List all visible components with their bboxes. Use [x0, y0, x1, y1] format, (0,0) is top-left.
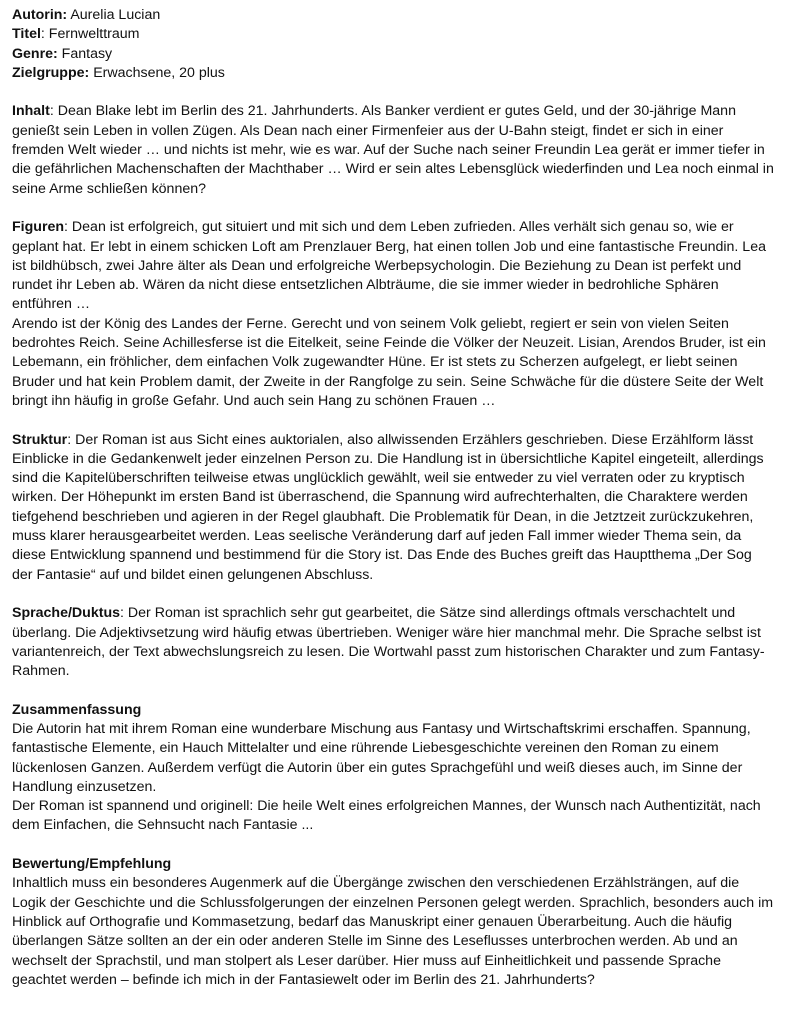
sprache-heading: Sprache/Duktus: [12, 605, 121, 622]
inhalt-paragraph: [12, 102, 776, 198]
sprache-paragraph: [12, 604, 776, 681]
meta-value: : Fernwelttraum: [40, 26, 140, 43]
meta-title: [12, 25, 776, 44]
zusammenfassung-paragraph-2: Der Roman ist spannend und originell: Die heile Welt eines erfolgreichen Mannes, der Wunsch nach Authentizität, nach dem Einfachen, die Sehnsucht nach Fantasie ...: [12, 798, 761, 834]
meta-label: Zielgruppe:: [12, 64, 90, 81]
section-figuren: [12, 218, 776, 411]
meta-label: Titel: [12, 26, 41, 43]
meta-value: Erwachsene, 20 plus: [89, 64, 225, 81]
meta-label: Genre:: [12, 45, 58, 62]
figuren-paragraph-2: Arendo ist der König des Landes der Ferne. Gerecht und von seinem Volk geliebt, regiert er sein von vielen Seiten bedrohtes Reich. Seine Achillesferse ist die Eitelkeit, seine Feinde die Völker der Neuzeit. Lisian, Arendos Bruder, ist ein Lebemann, ein fröhlicher, dem einfachen Volk zugewandter Hüne. Er ist stets zu Scherzen aufgelegt, er liebt seinen Bruder und hat kein Problem damit, der Zweite in der Rangfolge zu sein. Seine Schwäche für die düstere Seite der Welt bringt ihn häufig in große Gefahr. Und auch sein Hang zu schönen Frauen …: [12, 315, 766, 409]
sprache-text: : Der Roman ist sprachlich sehr gut gearbeitet, die Sätze sind allerdings oftmals verschachtelt und überlang. Die Adjektivsetzung wird häufig etwas übertrieben. Weniger wäre hier manchmal mehr. Die Sprache selbst ist variantenreich, der Text abwechslungsreich zu lesen. Die Wortwahl passt zum historischen Charakter und zum Fantasy-Rahmen.: [12, 605, 765, 680]
struktur-heading: Struktur: [12, 431, 68, 448]
inhalt-heading: Inhalt: [12, 103, 50, 120]
meta-audience: [12, 64, 776, 83]
book-metadata: [12, 6, 776, 83]
section-zusammenfassung: [12, 701, 776, 836]
meta-label: Autorin:: [12, 7, 68, 23]
bewertung-paragraph: Inhaltlich muss ein besonderes Augenmerk auf die Übergänge zwischen den verschiedenen Erzählsträngen, auf die Logik der Geschichte und die Schlussfolgerungen der einzelnen Personen gelegt werden. Sprachlich, besonders auch im Hinblick auf Orthografie und Kommasetzung, bedarf das Manuskript einer genauen Überarbeitung. Auch die häufig überlangen Sätze sollten an der ein oder anderen Stelle im Sinne des Leseflusses unterbrochen werden. Ab und an wechselt der Sprachstil, und man stolpert als Leser darüber. Hier muss auf Einheitlichkeit und passende Sprache geachtet werden – befinde ich mich in der Fantasiewelt oder im Berlin des 21. Jahrhunderts?: [12, 875, 774, 988]
meta-genre: [12, 45, 776, 64]
struktur-text: : Der Roman ist aus Sicht eines auktorialen, also allwissenden Erzählers geschrieben. Diese Erzählform lässt Einblicke in die Gedankenwelt jeder einzelnen Person zu. Die Handlung ist in übersichtliche Kapitel eingeteilt, allerdings sind die Kapitelüberschriften teilweise etwas unglücklich gewählt, weil sie entweder zu viel verraten oder zu kryptisch wirken. Der Höhepunkt im ersten Band ist überraschend, die Spannung wird aufrechterhalten, die Charaktere werden tiefgehend beschrieben und agieren in der Regel glaubhaft. Die Problematik für Dean, in die Jetztzeit zurückzukehren, muss klarer herausgearbeitet werden. Leas seelische Veränderung darf auf jeden Fall immer wieder Thema sein, da diese Entwicklung spannend und bestimmend für die Story ist. Das Ende des Buches greift das Hauptthema „Der Sog der Fantasie“ auf und bildet einen gelungenen Abschluss.: [12, 431, 764, 583]
section-struktur: [12, 431, 776, 585]
section-bewertung: [12, 855, 776, 990]
zusammenfassung-heading: Zusammenfassung: [12, 701, 142, 718]
inhalt-text: : Dean Blake lebt im Berlin des 21. Jahrhunderts. Als Banker verdient er gutes Geld, und der 30-jährige Mann genießt sein Leben in vollen Zügen. Als Dean nach einer Firmenfeier aus der U-Bahn steigt, findet er sich in einer fremden Welt wieder … und nichts ist mehr, wie es war. Auf der Suche nach seiner Freundin Lea gerät er immer tiefer in die gefährlichen Machenschaften der Machthaber … Wird er sein altes Lebensglück wiederfinden und Lea noch einmal in seine Arme schließen können?: [12, 103, 774, 197]
zusammenfassung-paragraph: Die Autorin hat mit ihrem Roman eine wunderbare Mischung aus Fantasy und Wirtschaftskrimi erschaffen. Spannung, fantastische Elemente, ein Hauch Mittelalter und eine rührende Liebesgeschichte vereinen den Roman zu einem lückenlosen Ganzen. Außerdem verfügt die Autorin über ein gutes Sprachgefühl und weiß dieses auch, im Sinne der Handlung einzusetzen.: [12, 720, 751, 795]
struktur-paragraph: [12, 431, 776, 585]
bewertung-heading: Bewertung/Empfehlung: [12, 856, 172, 873]
section-inhalt: [12, 102, 776, 198]
meta-value: Fantasy: [57, 45, 113, 62]
figuren-paragraph: [12, 218, 776, 314]
section-sprache: [12, 604, 776, 681]
figuren-heading: Figuren: [12, 219, 65, 236]
figuren-text: : Dean ist erfolgreich, gut situiert und mit sich und dem Leben zufrieden. Alles verhält sich genau so, wie er geplant hat. Er lebt in einem schicken Loft am Prenzlauer Berg, hat einen tollen Job und eine fantastische Freundin. Lea ist bildhübsch, zwei Jahre älter als Dean und erfolgreiche Werbepsychologin. Die Beziehung zu Dean ist perfekt und rundet ihr Leben ab. Wären da nicht diese entsetzlichen Albträume, die sie immer wieder in bedrohliche Sphären entführen …: [12, 219, 766, 313]
meta-author: [12, 6, 776, 25]
meta-value: Aurelia Lucian: [67, 7, 161, 23]
